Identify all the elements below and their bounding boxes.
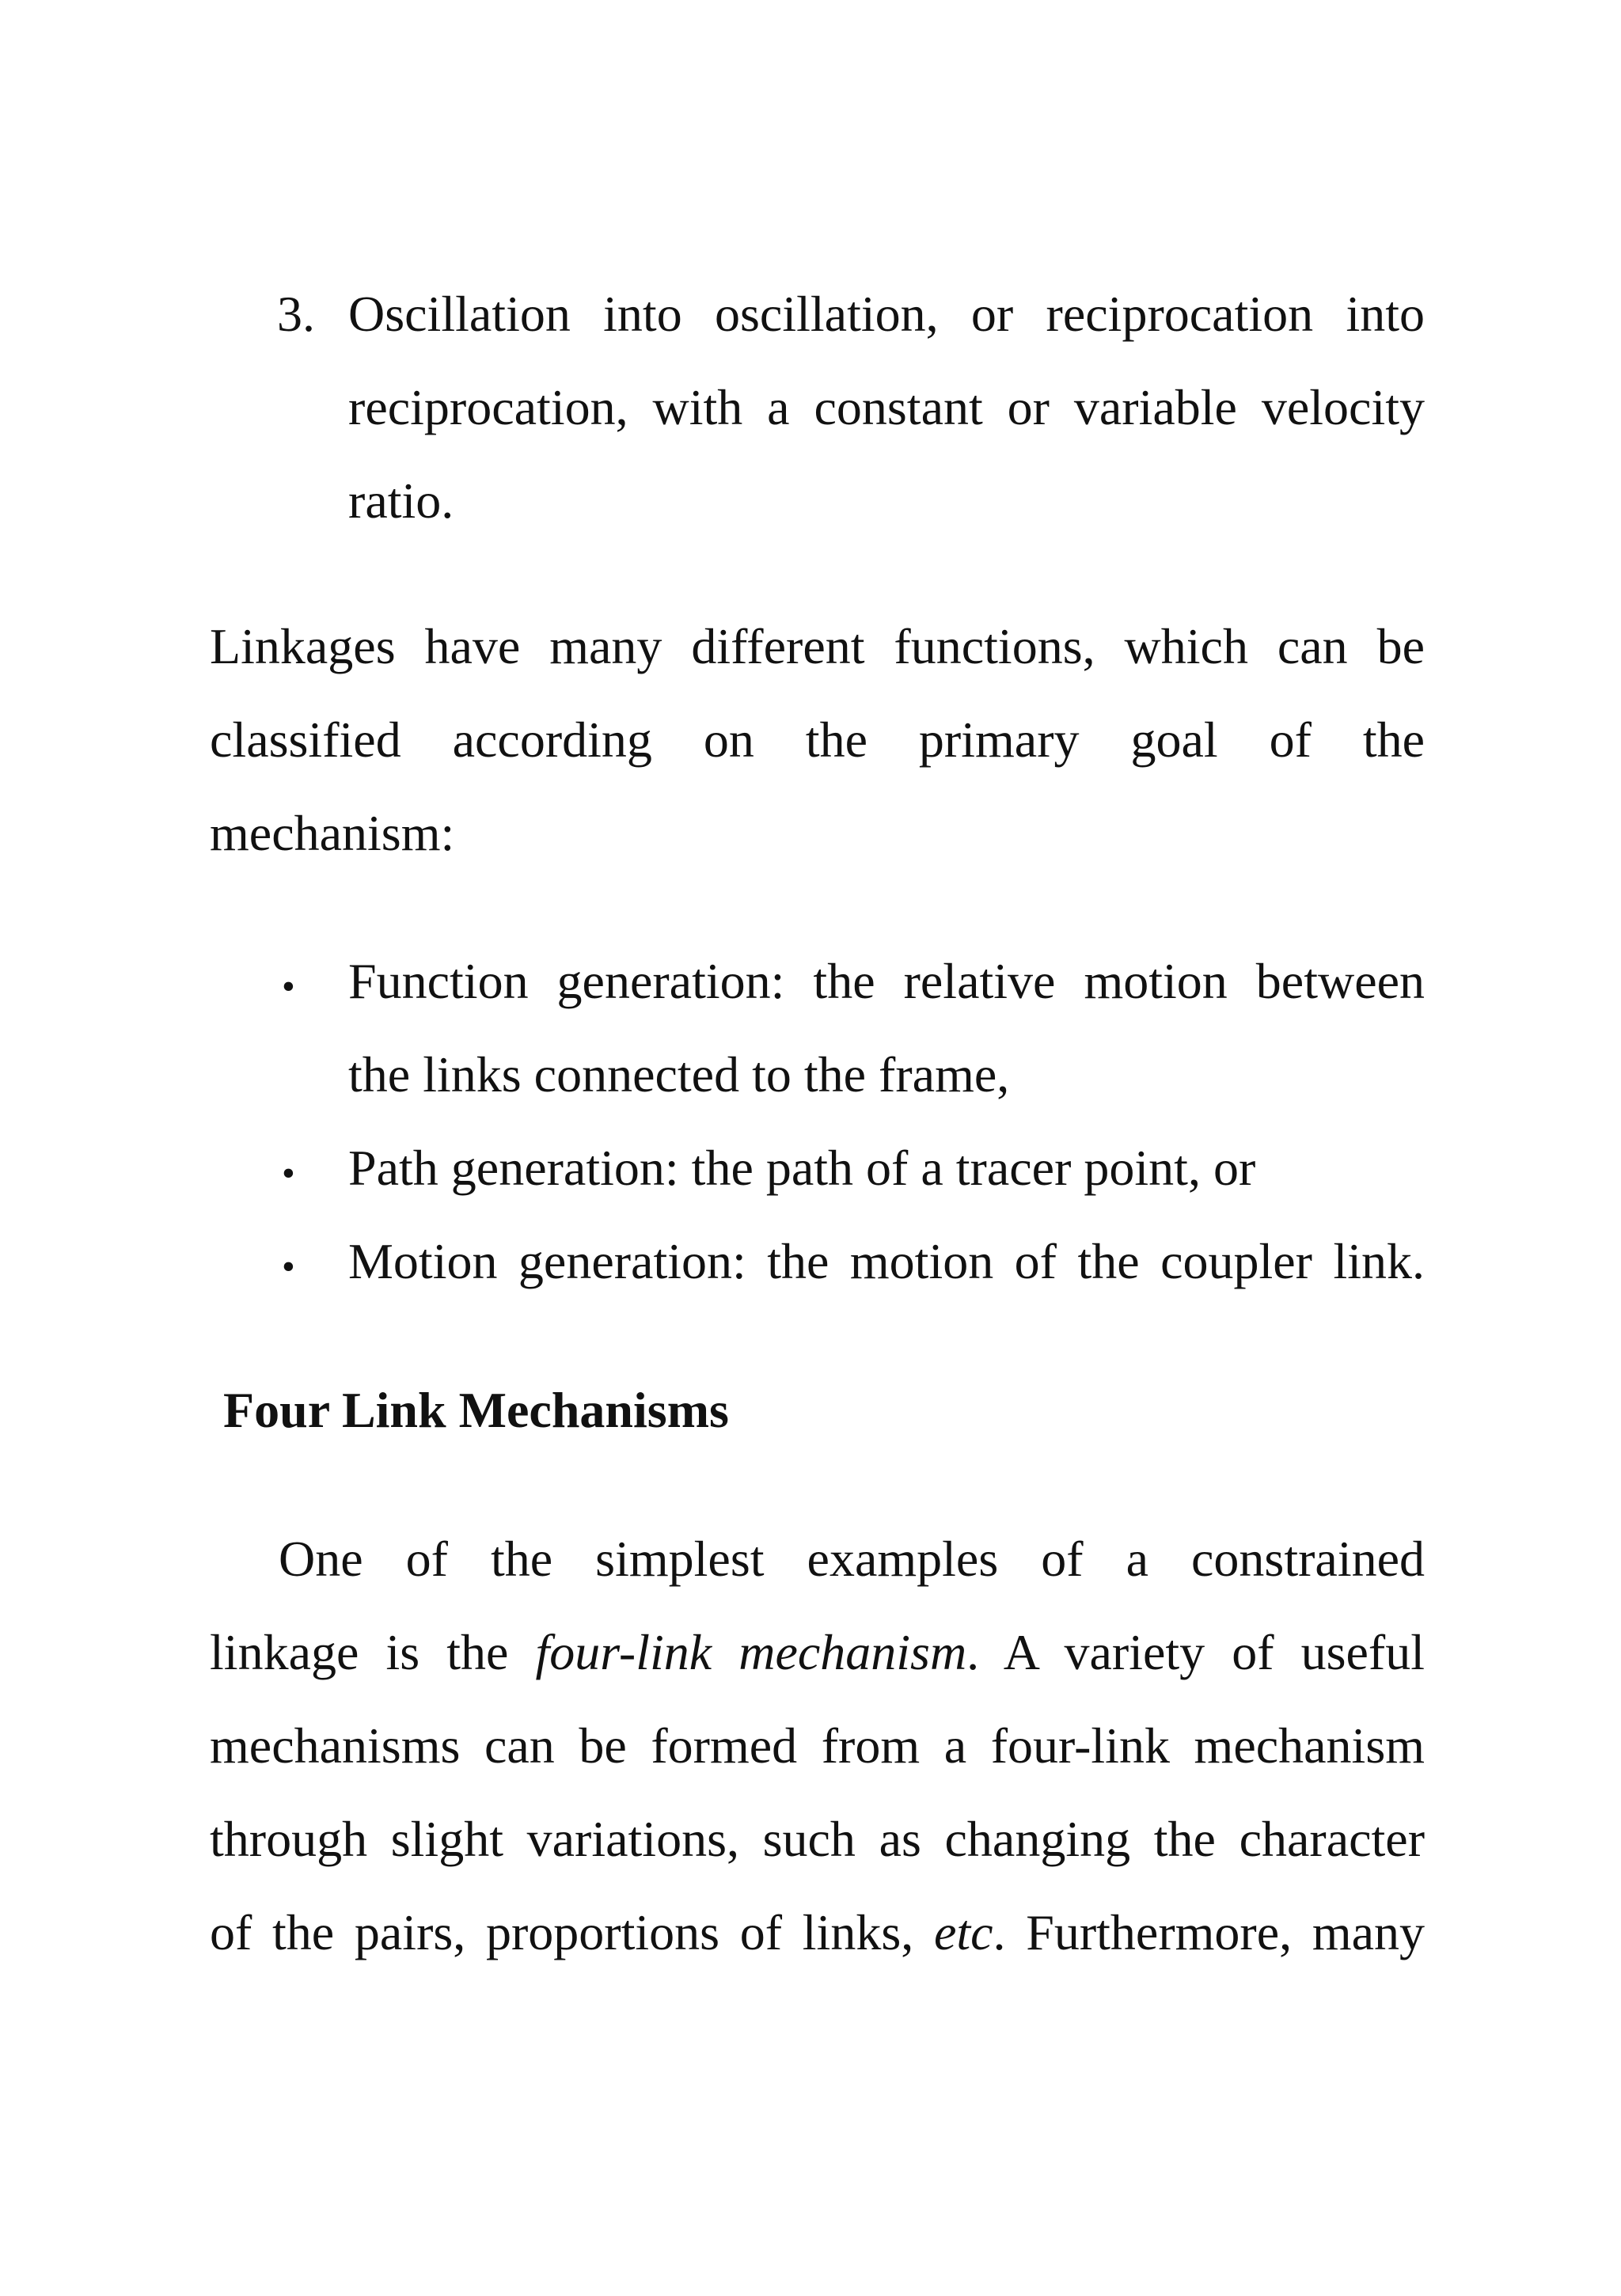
paragraph-2-line-2-text-a: linkage is the [210,1624,536,1680]
bullet-icon: • [282,1152,295,1194]
paragraph-2-line-2-text-b: . A variety of useful [966,1624,1425,1680]
numbered-item-line-3: ratio. [348,472,454,529]
paragraph-2-line-2 [210,1624,1425,1680]
numbered-item-line-1: Oscillation into oscillation, or reciprocation into [348,286,1425,342]
numbered-item-line-2: reciprocation, with a constant or variable velocity [348,379,1425,435]
paragraph-2-line-5-text-b: . Furthermore, many [993,1904,1425,1960]
paragraph-2-line-5 [210,1904,1425,1960]
paragraph-2-line-1: One of the simplest examples of a constrained [279,1531,1425,1587]
bullet-icon: • [282,1246,295,1288]
list-number: 3. [277,286,315,342]
paragraph-2-line-5-text-a: of the pairs, proportions of links, [210,1904,934,1960]
bullet-item-2-line-1: Path generation: the path of a tracer point, or [348,1140,1256,1196]
paragraph-2-italic-term: four-link mechanism [535,1624,967,1680]
bullet-item-1-line-2: the links connected to the frame, [348,1046,1010,1102]
section-heading: Four Link Mechanisms [223,1382,729,1438]
paragraph-2-italic-etc: etc [933,1904,993,1960]
bullet-item-1-line-1: Function generation: the relative motion between [348,953,1425,1009]
paragraph-1-line-1: Linkages have many different functions, which can be [210,618,1425,674]
paragraph-1-line-2: classified according on the primary goal of the [210,712,1425,768]
paragraph-2-line-4: through slight variations, such as changing the character [210,1811,1425,1867]
bullet-icon: • [282,966,295,1008]
paragraph-2-line-3: mechanisms can be formed from a four-link mechanism [210,1717,1425,1774]
bullet-item-3-line-1: Motion generation: the motion of the coupler link. [348,1233,1425,1289]
paragraph-1-line-3: mechanism: [210,805,455,861]
